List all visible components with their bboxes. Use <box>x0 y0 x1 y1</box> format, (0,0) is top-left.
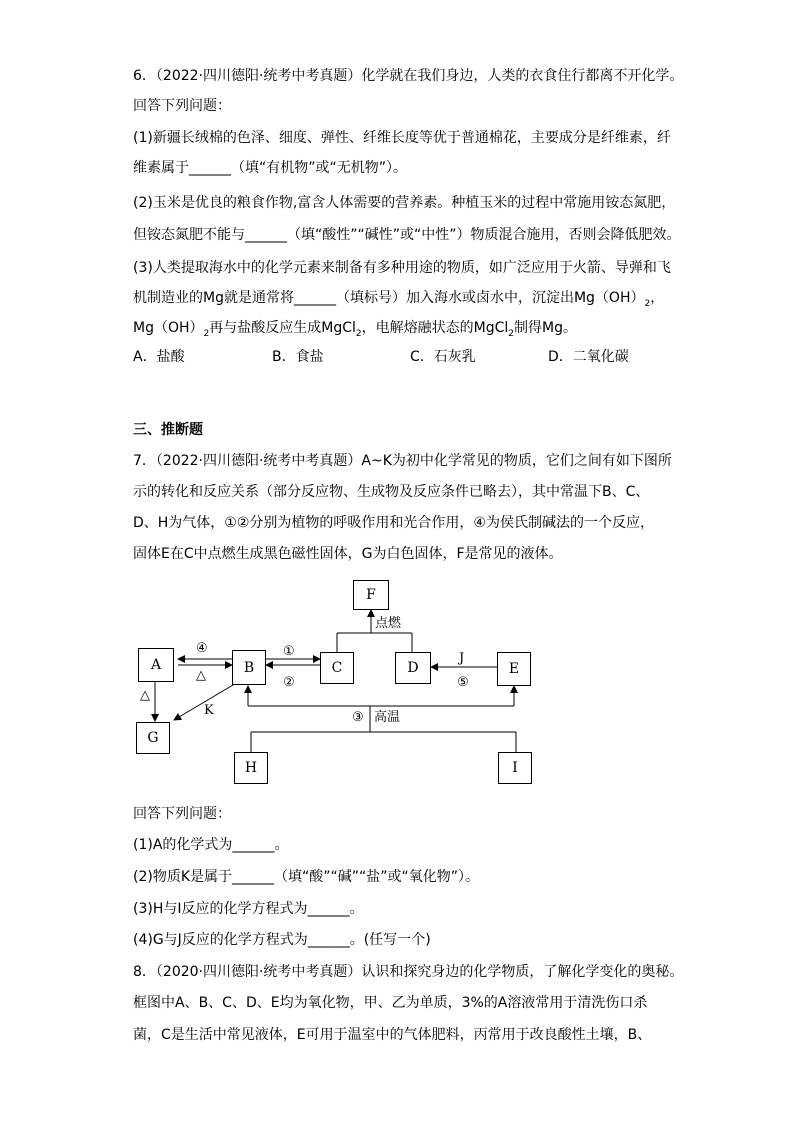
box-c: C <box>320 652 354 684</box>
label-j: J <box>459 651 465 666</box>
q6-part1-line1: (1)新疆长绒棉的色泽、细度、弹性、纤维长度等优于普通棉花，主要成分是纤维素，纤 <box>133 130 671 146</box>
q7-line2: 示的转化和反应关系（部分反应物、生成物及反应条件已略去），其中常温下B、C、 <box>133 484 650 500</box>
q7-line1: 7．（2022·四川德阳·统考中考真题）A~K为初中化学常见的物质，它们之间有如下图所 <box>133 453 672 469</box>
box-b: B <box>232 650 266 685</box>
q8-line3: 菌，C是生活中常见液体，E可用于温室中的气体肥料，丙常用于改良酸性土壤，B、 <box>133 1027 652 1043</box>
label-dianran: 点燃 <box>375 616 402 631</box>
q7-answer3: (3)H与I反应的化学方程式为______。 <box>133 901 364 917</box>
box-d: D <box>395 652 431 684</box>
label-k: K <box>204 703 214 718</box>
label-circle2: ② <box>283 675 295 690</box>
label-gaowen: 高温 <box>374 710 401 725</box>
q7-line4: 固体E在C中点燃生成黑色磁性固体，G为白色固体，F是常见的液体。 <box>133 546 563 562</box>
choice-d: D．二氧化碳 <box>548 349 629 365</box>
label-circle5: ⑤ <box>457 675 469 690</box>
box-g: G <box>136 722 170 754</box>
label-triangle-ab: △ <box>196 668 206 683</box>
q8-line2: 框图中A、B、C、D、E均为氧化物，甲、乙为单质，3%的A溶液常用于清洗伤口杀 <box>133 995 648 1011</box>
q6-intro: 回答下列问题： <box>133 98 231 114</box>
q6-part2-line1: (2)玉米是优良的粮食作物,富含人体需要的营养素。种植玉米的过程中常施用铵态氮肥， <box>133 195 676 211</box>
q6-part3-line3: $Mg(OH)_2$再与盐酸反应生成MgCl$_2$，电解熔融状态的MgCl$_2$制得Mg。 <box>133 320 577 339</box>
label-circle4: ④ <box>196 641 208 656</box>
box-f: F <box>353 580 389 610</box>
q7-intro: 回答下列问题： <box>133 806 231 822</box>
q7-answer2: (2)物质K是属于______（填“酸”“碱”“盐”或“氧化物”）。 <box>133 869 480 885</box>
box-e: E <box>497 652 531 686</box>
label-circle3: ③ <box>352 710 364 725</box>
q6-part1-line2: 维素属于______（填“有机物”或“无机物”）。 <box>133 160 408 176</box>
q7-answer1: (1)A的化学式为______。 <box>133 837 289 853</box>
box-a: A <box>138 648 174 682</box>
choice-c: C．石灰乳 <box>410 349 476 365</box>
label-circle1: ① <box>283 644 295 659</box>
choice-b: B．食盐 <box>272 349 324 365</box>
choice-a: A．盐酸 <box>133 349 185 365</box>
box-i: I <box>498 752 532 784</box>
box-h: H <box>234 752 268 784</box>
q6-part3-line2: 机制造业的Mg就是通常将______（填标号）加入海水或卤水中，沉淀出$Mg(OH)_2$， <box>133 290 665 309</box>
q6-part2-line2: 但铵态氮肥不能与______（填“酸性”“碱性”或“中性”）物质混合施用，否则会降低肥效。 <box>133 227 681 243</box>
q8-line1: 8．（2020·四川德阳·统考中考真题）认识和探究身边的化学物质，了解化学变化的奥秘。 <box>133 964 684 980</box>
q6-stem: 6．（2022·四川德阳·统考中考真题）化学就在我们身边，人类的衣食住行都离不开化学。 <box>133 68 684 84</box>
q7-line3: D、H为气体，①②分别为植物的呼吸作用和光合作用，④为侯氏制碱法的一个反应， <box>133 515 654 531</box>
section-title: 三、推断题 <box>133 422 203 438</box>
q6-part3-line1: (3)人类提取海水中的化学元素来制备有多种用途的物质，如广泛应用于火箭、导弹和飞 <box>133 260 671 276</box>
q7-answer4: (4)G与J反应的化学方程式为______。(任写一个) <box>133 932 431 948</box>
label-triangle-ag: △ <box>140 688 150 703</box>
